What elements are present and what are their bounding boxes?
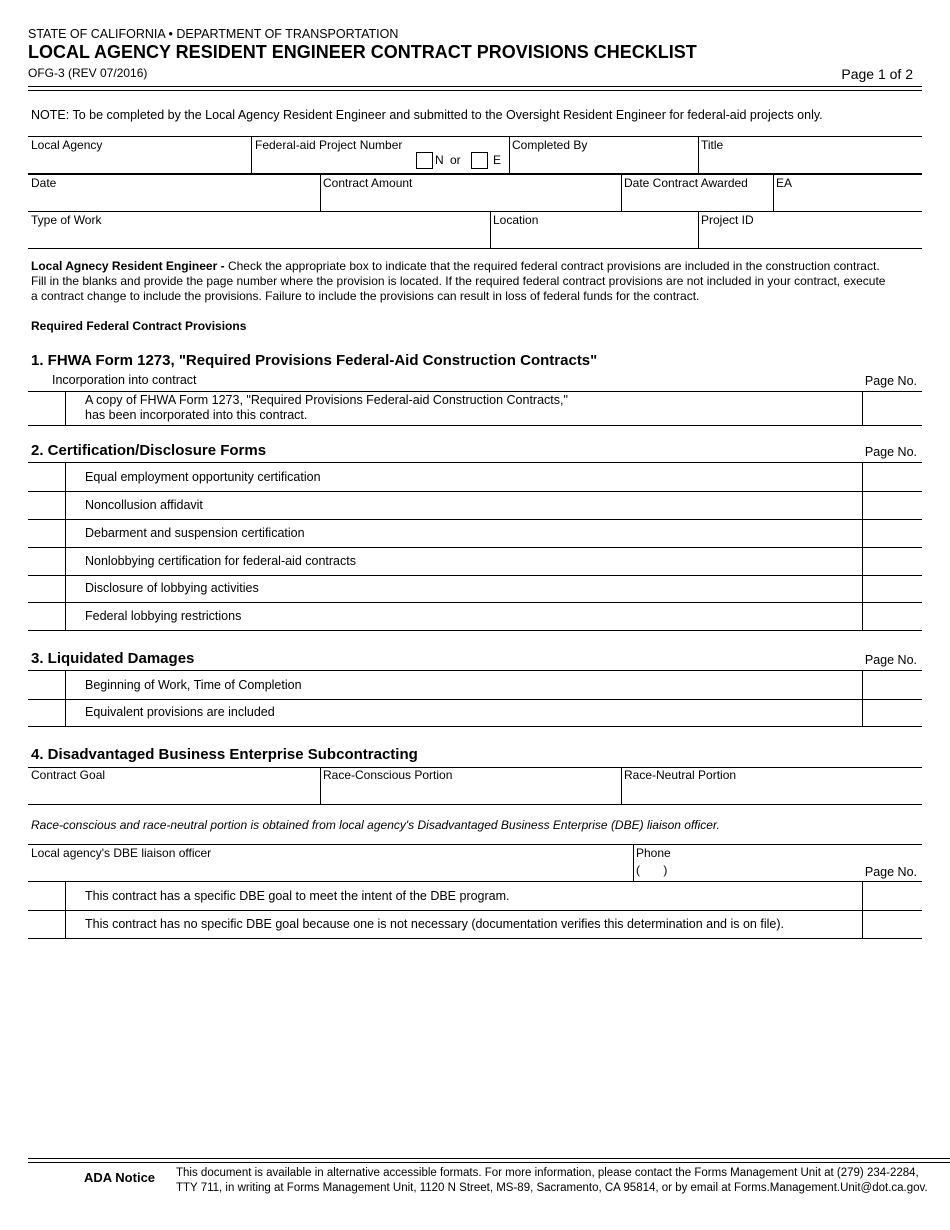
page-number-cell[interactable]: [862, 882, 922, 910]
note: NOTE: To be completed by the Local Agency Resident Engineer and submitted to the Oversight Resident Engineer for federal-aid projects only.: [31, 108, 823, 122]
provision-label: Noncollusion affidavit: [85, 498, 203, 512]
provision-label: This contract has no specific DBE goal because one is not necessary (documentation verifies this determination and is on file).: [85, 917, 784, 931]
provision-label: Disclosure of lobbying activities: [85, 581, 259, 595]
phone-area-code[interactable]: ( ): [636, 863, 668, 877]
instructions-line1: Check the appropriate box to indicate that the required federal contract provisions are included in the construction contract.: [224, 259, 880, 273]
project-id-field[interactable]: Project ID: [701, 213, 754, 227]
contract-goal-field[interactable]: Contract Goal: [31, 768, 106, 782]
dbe-liaison-field[interactable]: Local agency's DBE liaison officer: [31, 846, 212, 860]
header-rule-2: [28, 90, 922, 91]
checkbox-cell[interactable]: [28, 882, 66, 910]
section4-row: [28, 882, 922, 911]
location-field[interactable]: Location: [493, 213, 539, 227]
checkbox-cell[interactable]: [28, 491, 66, 519]
date-field[interactable]: Date: [31, 176, 57, 190]
divider: [621, 767, 622, 804]
instructions: [31, 259, 931, 304]
field-grid-row1: [28, 173, 922, 175]
header-rule-1: [28, 86, 922, 87]
divider: [251, 136, 252, 173]
page-number-cell[interactable]: [862, 602, 922, 630]
page-number-cell[interactable]: [862, 574, 922, 602]
provision-label: Equal employment opportunity certification: [85, 470, 321, 484]
page-number-cell[interactable]: [862, 671, 922, 699]
checkbox-cell[interactable]: [28, 547, 66, 575]
checkbox-cell[interactable]: [28, 671, 66, 699]
divider: [698, 136, 699, 173]
section2-row: [28, 602, 922, 631]
provision-label: Federal lobbying restrictions: [85, 609, 242, 623]
page-no-label: Page No.: [864, 374, 917, 388]
section2-heading: 2. Certification/Disclosure Forms: [31, 442, 267, 459]
section1-item: A copy of FHWA Form 1273, "Required Provisions Federal-aid Construction Contracts," has been incorporated into this contract.: [85, 393, 568, 422]
section1-subheading: Incorporation into contract: [52, 373, 197, 387]
provision-label: Equivalent provisions are included: [85, 705, 275, 719]
section3-row: [28, 698, 922, 727]
divider: [320, 174, 321, 211]
checkbox-cell[interactable]: [28, 602, 66, 630]
page-number-cell[interactable]: [862, 491, 922, 519]
page-indicator: Page 1 of 2: [841, 66, 913, 82]
e-checkbox[interactable]: [471, 152, 488, 169]
footer-rule-2: [28, 1162, 950, 1163]
required-provisions-heading: Required Federal Contract Provisions: [31, 319, 247, 333]
field-grid-row3: [28, 248, 922, 249]
divider: [509, 136, 510, 173]
instructions-line2: Fill in the blanks and provide the page number where the provision is located. If the required federal contract provisions are not included in your contract, execute: [31, 274, 886, 288]
contract-amount-field[interactable]: Contract Amount: [323, 176, 413, 190]
section3-heading: 3. Liquidated Damages: [31, 650, 195, 667]
section2-row: [28, 574, 922, 603]
instructions-lead: Local Agnecy Resident Engineer -: [31, 259, 225, 273]
divider: [320, 767, 321, 804]
form-id: OFG-3 (REV 07/2016): [28, 66, 148, 80]
page-number-cell[interactable]: [862, 463, 922, 491]
or-label: or: [450, 153, 461, 167]
n-label: N: [435, 153, 444, 167]
provision-label: This contract has a specific DBE goal to meet the intent of the DBE program.: [85, 889, 510, 903]
divider: [621, 174, 622, 211]
section4-top-rule: [28, 767, 922, 768]
instructions-line3: a contract change to include the provisions. Failure to include the provisions can result in loss of federal funds for the contract.: [31, 289, 700, 303]
race-neutral-field[interactable]: Race-Neutral Portion: [624, 768, 737, 782]
provision-label: Nonlobbying certification for federal-aid contracts: [85, 554, 356, 568]
e-label: E: [493, 153, 502, 167]
page-number-cell[interactable]: [862, 910, 922, 938]
page-number-cell[interactable]: [862, 519, 922, 547]
section4-heading: 4. Disadvantaged Business Enterprise Subcontracting: [31, 746, 418, 763]
checkbox-cell[interactable]: [28, 910, 66, 938]
n-checkbox[interactable]: [416, 152, 433, 169]
checkbox-cell[interactable]: [28, 574, 66, 602]
page-number-cell[interactable]: [862, 698, 922, 726]
local-agency-field[interactable]: Local Agency: [31, 138, 103, 152]
page-number-cell[interactable]: [862, 392, 922, 425]
section1-row: [28, 392, 922, 426]
agency-line: STATE OF CALIFORNIA • DEPARTMENT OF TRANSPORTATION: [28, 27, 399, 41]
provision-label: Beginning of Work, Time of Completion: [85, 678, 302, 692]
race-conscious-field[interactable]: Race-Conscious Portion: [323, 768, 453, 782]
section4-row: [28, 910, 922, 939]
completed-by-field[interactable]: Completed By: [512, 138, 588, 152]
divider: [698, 211, 699, 248]
phone-field[interactable]: Phone: [636, 846, 671, 860]
title-field[interactable]: Title: [701, 138, 724, 152]
section1-heading: 1. FHWA Form 1273, "Required Provisions Federal-Aid Construction Contracts": [31, 352, 598, 369]
ea-field[interactable]: EA: [776, 176, 793, 190]
section2-row: [28, 463, 922, 492]
section4-goal-rule: [28, 804, 922, 805]
page-no-label: Page No.: [864, 445, 917, 459]
federal-aid-project-number-field[interactable]: Federal-aid Project Number: [255, 138, 403, 152]
liaison-top-rule: [28, 844, 922, 845]
checkbox-cell[interactable]: [28, 392, 66, 425]
field-grid-top: [28, 136, 922, 137]
page-number-cell[interactable]: [862, 547, 922, 575]
footer-rule-1: [28, 1158, 950, 1159]
divider: [490, 211, 491, 248]
dbe-note: Race-conscious and race-neutral portion is obtained from local agency's Disadvantaged Business Enterprise (DBE) liaison officer.: [31, 818, 720, 832]
section2-row: [28, 519, 922, 548]
page-no-label: Page No.: [864, 865, 917, 879]
provision-label: Debarment and suspension certification: [85, 526, 305, 540]
divider: [633, 844, 634, 881]
checkbox-cell[interactable]: [28, 463, 66, 491]
checkbox-cell[interactable]: [28, 698, 66, 726]
page-no-label: Page No.: [864, 653, 917, 667]
section3-row: [28, 671, 922, 700]
ada-notice-text: This document is available in alternative accessible formats. For more information, please contact the Forms Management Unit at (279) 234-2284, TTY 711, in writing at Forms Management Unit, 1120 N Street, MS-89, Sacramento, CA 95814, or by email at Forms.Management.Unit@dot.ca.gov.: [176, 1167, 928, 1194]
form-title: LOCAL AGENCY RESIDENT ENGINEER CONTRACT PROVISIONS CHECKLIST: [28, 42, 697, 62]
date-contract-awarded-field[interactable]: Date Contract Awarded: [624, 176, 748, 190]
section2-row: [28, 547, 922, 576]
type-of-work-field[interactable]: Type of Work: [31, 213, 102, 227]
field-grid-row2: [28, 211, 922, 212]
checkbox-cell[interactable]: [28, 519, 66, 547]
divider: [773, 174, 774, 211]
section2-row: [28, 491, 922, 520]
ada-notice-label: ADA Notice: [84, 1170, 156, 1185]
